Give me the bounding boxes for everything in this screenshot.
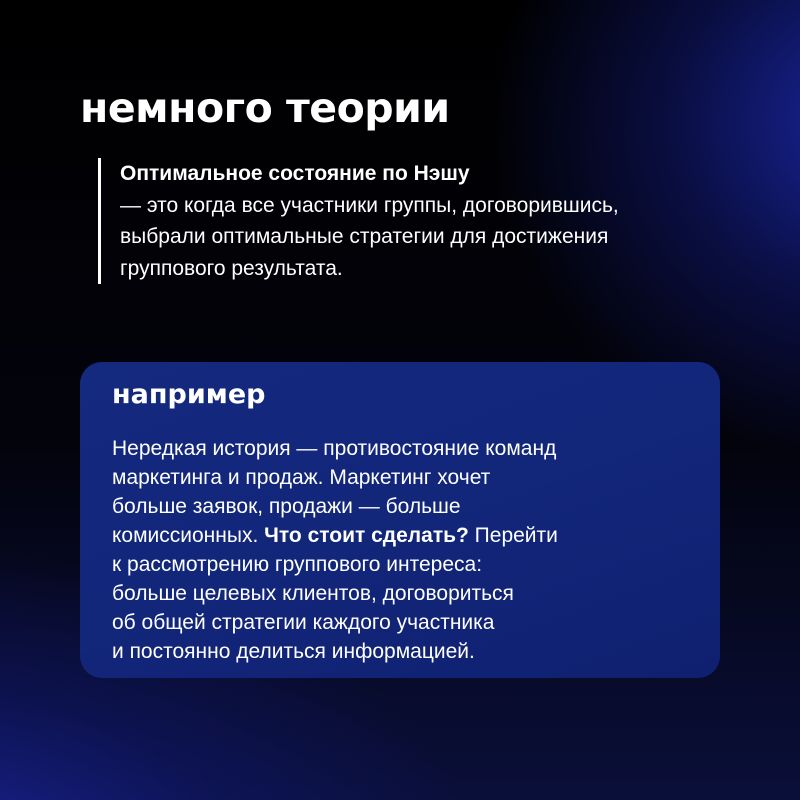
example-line-suffix: Перейти [468,524,558,547]
example-card [80,362,720,678]
definition-quote [98,158,700,284]
example-line: больше заявок, продажи — больше [112,495,461,518]
example-line: к рассмотрению группового интереса: [112,553,483,576]
definition-body: — это когда все участники группы, договорившись, выбрали оптимальные стратегии для достижения группового результата. [120,193,619,280]
definition-term: Оптимальное состояние по Нэшу [120,162,470,185]
example-line: и постоянно делиться информацией. [112,640,475,663]
example-line-prefix: комиссионных. [112,524,265,547]
example-line [112,521,700,550]
example-line: об общей стратегии каждого участника [112,611,495,634]
example-line: маркетинга и продаж. Маркетинг хочет [112,466,491,489]
example-line: больше целевых клиентов, договориться [112,582,514,605]
example-text [112,434,700,666]
example-emphasis: Что стоит сделать? [264,524,469,547]
example-line: Нередкая история — противостояние команд [112,437,557,460]
page-title: немного теории [80,84,450,132]
example-title: например [112,379,266,410]
